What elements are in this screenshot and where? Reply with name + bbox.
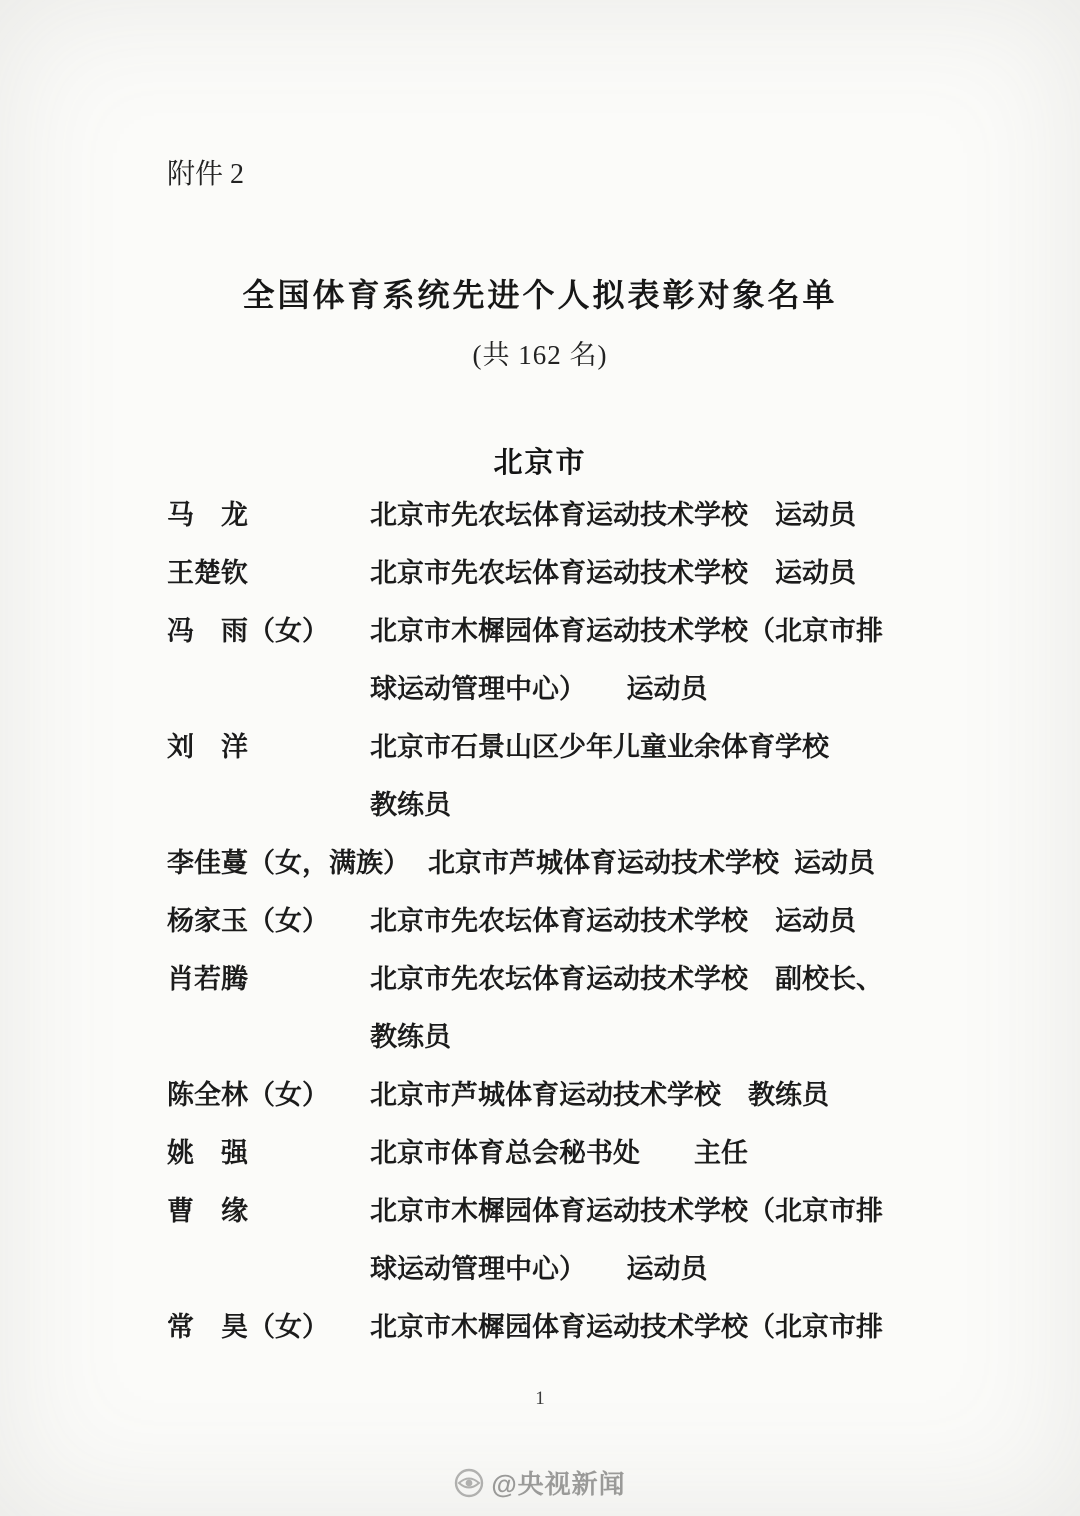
person-name: 冯 雨（女） (167, 616, 329, 646)
detail-line: 教练员 (370, 790, 451, 820)
list-item (167, 486, 915, 544)
person-detail (370, 718, 915, 834)
person-name: 刘 洋 (167, 732, 248, 762)
detail-line: 北京市芦城体育运动技术学校 运动员 (428, 848, 876, 878)
person-detail (370, 544, 915, 602)
person-detail (370, 1298, 915, 1356)
detail-line: 球运动管理中心） 运动员 (370, 1254, 708, 1284)
list-item (167, 892, 915, 950)
detail-line: 北京市木樨园体育运动技术学校（北京市排 (370, 1196, 883, 1226)
detail-line: 北京市先农坛体育运动技术学校 运动员 (370, 500, 856, 530)
detail-line: 教练员 (370, 1022, 451, 1052)
detail-line: 北京市石景山区少年儿童业余体育学校 (370, 732, 829, 762)
list-item (167, 950, 915, 1066)
person-name: 姚 强 (167, 1138, 248, 1168)
person-name: 常 昊（女） (167, 1312, 329, 1342)
person-detail (370, 1066, 915, 1124)
detail-line: 北京市芦城体育运动技术学校 教练员 (370, 1080, 829, 1110)
list-item (167, 544, 915, 602)
page-number: 1 (535, 1388, 545, 1409)
person-name: 李佳蔓（女，满族） (167, 848, 410, 878)
detail-line: 北京市体育总会秘书处 主任 (370, 1138, 748, 1168)
list-item (167, 834, 915, 892)
cctv-news-logo-icon (454, 1468, 484, 1498)
detail-line: 北京市木樨园体育运动技术学校（北京市排 (370, 1312, 883, 1342)
list-item (167, 1298, 915, 1356)
person-detail (370, 602, 915, 718)
person-name: 马 龙 (167, 500, 248, 530)
person-name: 陈全林（女） (167, 1080, 329, 1110)
watermark (0, 1464, 1080, 1501)
attachment-label: 附件 2 (167, 159, 245, 190)
watermark-label: @央视新闻 (491, 1469, 626, 1499)
list-item (167, 602, 915, 718)
list-item (167, 1182, 915, 1298)
detail-line: 北京市先农坛体育运动技术学校 运动员 (370, 558, 856, 588)
page-title: 全国体育系统先进个人拟表彰对象名单 (242, 277, 838, 313)
person-detail (370, 1182, 915, 1298)
list-item (167, 718, 915, 834)
section-heading-beijing: 北京市 (493, 447, 587, 479)
honoree-list (167, 486, 915, 1356)
person-detail (370, 950, 915, 1066)
list-item (167, 1066, 915, 1124)
list-item (167, 1124, 915, 1182)
person-name: 杨家玉（女） (167, 906, 329, 936)
person-name: 肖若腾 (167, 964, 248, 994)
person-detail (428, 834, 915, 892)
person-detail (370, 892, 915, 950)
person-detail (370, 1124, 915, 1182)
person-name: 曹 缘 (167, 1196, 248, 1226)
detail-line: 北京市木樨园体育运动技术学校（北京市排 (370, 616, 883, 646)
person-detail (370, 486, 915, 544)
detail-line: 球运动管理中心） 运动员 (370, 674, 708, 704)
count-note: (共 162 名) (472, 340, 608, 370)
detail-line: 北京市先农坛体育运动技术学校 副校长、 (370, 964, 883, 994)
person-name: 王楚钦 (167, 558, 248, 588)
detail-line: 北京市先农坛体育运动技术学校 运动员 (370, 906, 856, 936)
